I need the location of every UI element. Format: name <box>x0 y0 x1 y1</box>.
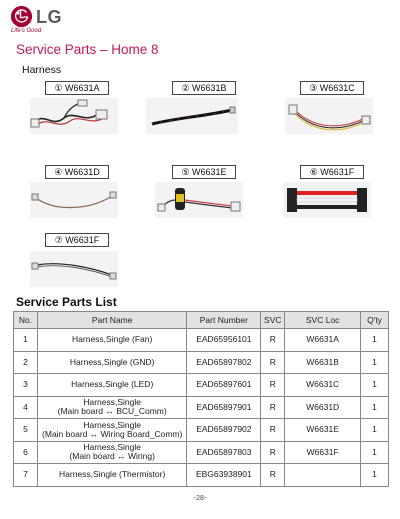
cell-part-number: EBG63938901 <box>187 464 261 487</box>
cell-qty: 1 <box>361 441 389 464</box>
part-name-line: Harness,Single (Fan) <box>72 334 153 345</box>
cell-qty: 1 <box>361 329 389 352</box>
part-name-line: Harness,Single <box>83 442 141 453</box>
lg-logo-text: LG <box>36 7 62 27</box>
table-row <box>14 464 389 487</box>
cell-no: 3 <box>14 374 38 397</box>
cell-qty: 1 <box>361 374 389 397</box>
lg-tagline: Life's Good <box>11 28 42 34</box>
cell-svc-loc <box>285 464 361 487</box>
harness-thermistor-icon <box>30 251 118 287</box>
cell-svc-loc: W6631C <box>285 374 361 397</box>
cell-qty: 1 <box>361 351 389 374</box>
part-name-line: Harness,Single (LED) <box>71 379 154 390</box>
part-name-line: Harness,Single (GND) <box>69 356 155 367</box>
part-name-line: Harness,Single <box>83 419 141 430</box>
harness-fan-icon <box>30 98 118 134</box>
table-row <box>14 329 389 352</box>
cell-part-name <box>37 374 186 397</box>
cell-part-number: EAD65897601 <box>187 374 261 397</box>
col-header-qty: Q'ty <box>361 312 389 329</box>
harness-led-icon <box>285 98 373 134</box>
cell-part-number: EAD65897902 <box>187 419 261 442</box>
lg-logo-icon <box>11 6 32 27</box>
table-header-row <box>14 312 389 329</box>
parts-list-heading: Service Parts List <box>16 295 117 309</box>
cell-svc: R <box>261 441 285 464</box>
cell-no: 4 <box>14 396 38 419</box>
cell-svc: R <box>261 464 285 487</box>
col-header-svc-loc: SVC Loc <box>285 312 361 329</box>
cell-qty: 1 <box>361 396 389 419</box>
table-row <box>14 374 389 397</box>
cell-qty: 1 <box>361 419 389 442</box>
cell-svc: R <box>261 329 285 352</box>
cell-svc-loc: W6631E <box>285 419 361 442</box>
table-row <box>14 441 389 464</box>
table-row <box>14 419 389 442</box>
col-header-part-number: Part Number <box>187 312 261 329</box>
harness-wiring-board-icon <box>155 182 243 218</box>
part-label-w6631f-2: ⑦ W6631F <box>45 233 109 247</box>
part-name-detail: (Main board ↔ Wiring Board_Comm) <box>42 428 183 439</box>
part-label-w6631a: ① W6631A <box>45 81 109 95</box>
cell-part-name <box>37 419 186 442</box>
cell-svc: R <box>261 396 285 419</box>
cell-svc-loc: W6631B <box>285 351 361 374</box>
cell-svc-loc: W6631A <box>285 329 361 352</box>
cell-part-name <box>37 464 186 487</box>
cell-part-number: EAD65956101 <box>187 329 261 352</box>
cell-part-name <box>37 329 186 352</box>
col-header-no: No. <box>14 312 38 329</box>
cell-svc-loc: W6631F <box>285 441 361 464</box>
part-label-w6631e: ⑤ W6631E <box>172 165 236 179</box>
part-label-w6631f: ⑥ W6631F <box>300 165 364 179</box>
cell-no: 6 <box>14 441 38 464</box>
page-title: Service Parts – Home 8 <box>16 42 159 57</box>
page-number: -28- <box>193 495 207 502</box>
part-label-w6631c: ③ W6631C <box>300 81 364 95</box>
cell-part-number: EAD65897803 <box>187 441 261 464</box>
cell-svc: R <box>261 419 285 442</box>
cell-no: 7 <box>14 464 38 487</box>
lg-logo <box>11 6 101 34</box>
col-header-svc: SVC <box>261 312 285 329</box>
cell-svc: R <box>261 374 285 397</box>
table-row <box>14 351 389 374</box>
part-name-line: Harness,Single <box>83 397 141 408</box>
harness-gnd-icon <box>146 98 238 134</box>
cell-part-name <box>37 441 186 464</box>
cell-no: 2 <box>14 351 38 374</box>
cell-part-name <box>37 351 186 374</box>
cell-part-number: EAD65897901 <box>187 396 261 419</box>
cell-part-number: EAD65897802 <box>187 351 261 374</box>
harness-bcu-icon <box>30 182 118 218</box>
cell-svc: R <box>261 351 285 374</box>
harness-heading: Harness <box>22 64 62 76</box>
cell-qty: 1 <box>361 464 389 487</box>
harness-wiring-icon <box>283 182 371 218</box>
part-label-w6631d: ④ W6631D <box>45 165 109 179</box>
part-label-w6631b: ② W6631B <box>172 81 236 95</box>
service-parts-table <box>13 311 389 487</box>
cell-no: 1 <box>14 329 38 352</box>
part-name-line: Harness,Single (Thermistor) <box>59 469 166 480</box>
table-row <box>14 396 389 419</box>
col-header-part-name: Part Name <box>37 312 186 329</box>
part-name-detail: (Main board ↔ BCU_Comm) <box>57 406 167 417</box>
cell-svc-loc: W6631D <box>285 396 361 419</box>
cell-no: 5 <box>14 419 38 442</box>
cell-part-name <box>37 396 186 419</box>
part-name-detail: (Main board ↔ Wiring) <box>69 451 155 462</box>
